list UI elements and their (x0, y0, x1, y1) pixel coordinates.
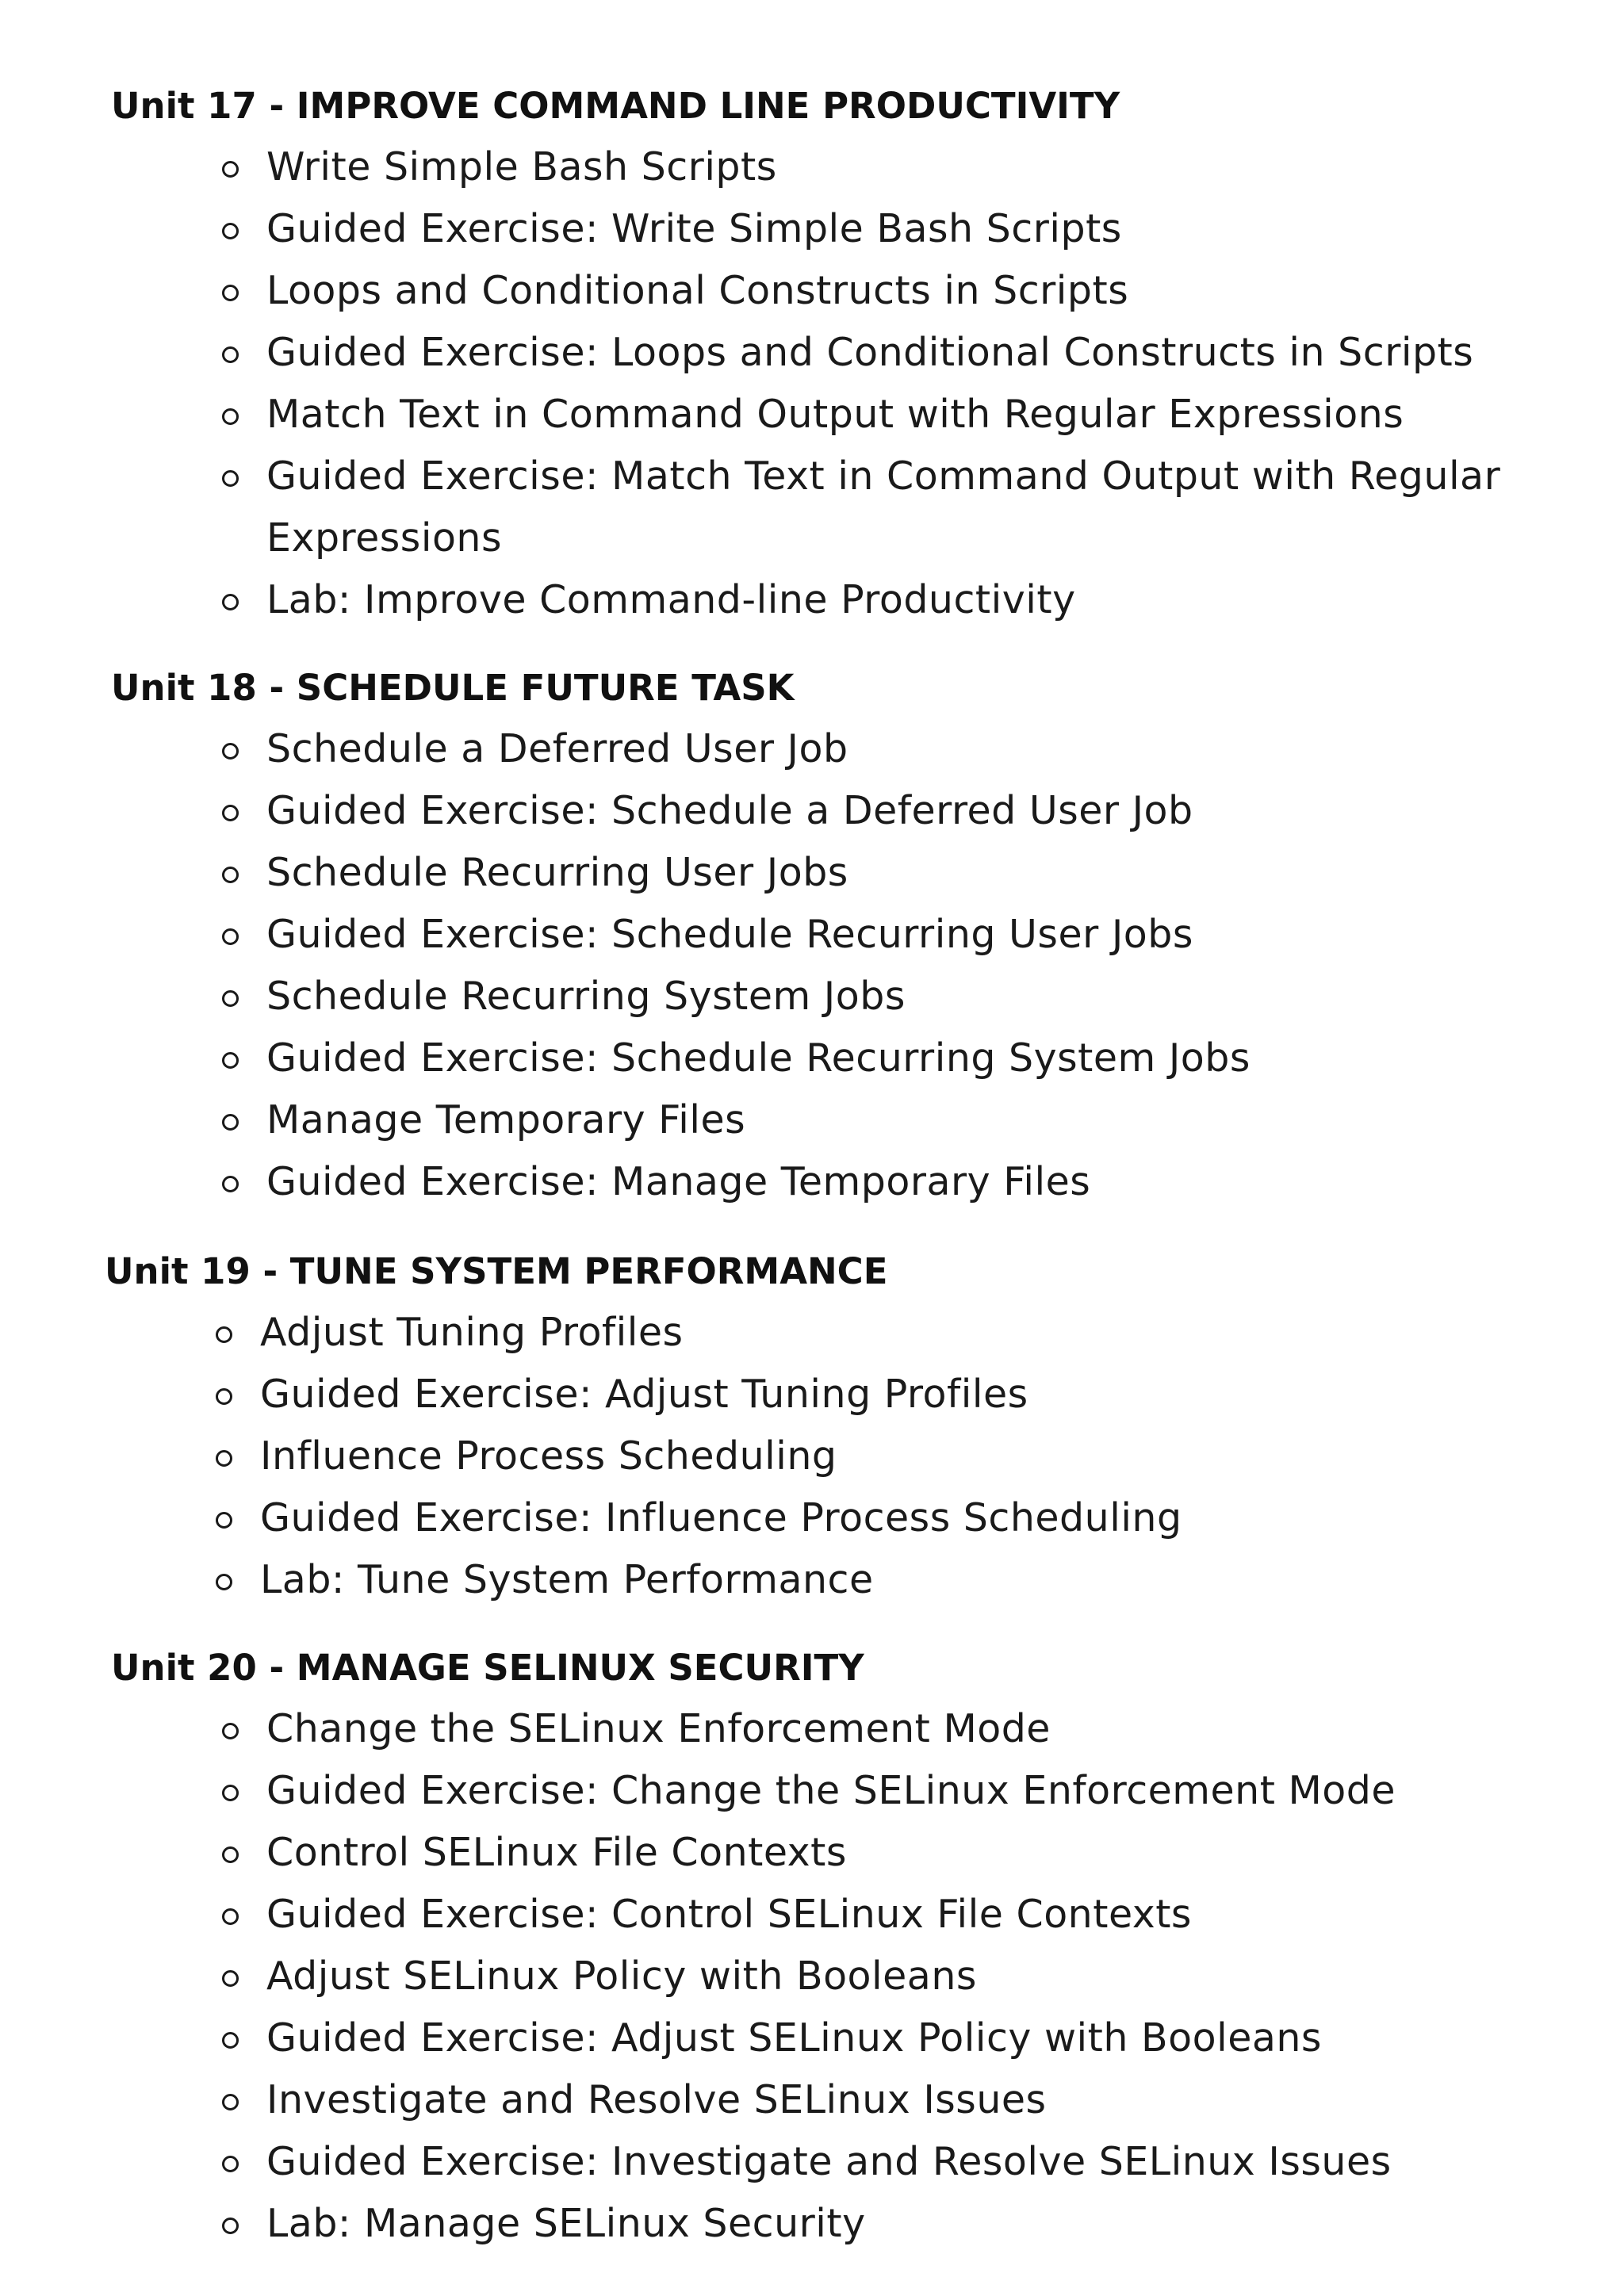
list-item-text: Schedule Recurring User Jobs (266, 850, 848, 895)
circle-bullet-icon (222, 2032, 239, 2049)
list-item (266, 780, 1251, 842)
list-item-text: Guided Exercise: Investigate and Resolve SELinux Issues (266, 2139, 1392, 2184)
list-item-text: Schedule Recurring System Jobs (266, 974, 906, 1019)
list-item (266, 966, 1251, 1027)
list-item (266, 1822, 1396, 1884)
circle-bullet-icon (216, 1326, 232, 1343)
list-item-text: Adjust Tuning Profiles (260, 1310, 684, 1355)
list-item (266, 260, 1583, 322)
circle-bullet-icon (222, 2094, 239, 2110)
circle-bullet-icon (222, 1908, 239, 1925)
list-item-text: Investigate and Resolve SELinux Issues (266, 2077, 1047, 2122)
list-item (266, 2069, 1396, 2131)
list-item-text: Schedule a Deferred User Job (266, 726, 848, 771)
circle-bullet-icon (222, 223, 239, 239)
list-item-text: Influence Process Scheduling (260, 1433, 837, 1479)
circle-bullet-icon (222, 594, 239, 610)
list-item (260, 1425, 1182, 1487)
list-item (266, 2193, 1396, 2255)
list-item (266, 904, 1251, 966)
list-item (266, 2007, 1396, 2069)
list-item-text: Guided Exercise: Control SELinux File Contexts (266, 1892, 1192, 1937)
list-item (266, 1151, 1251, 1213)
list-item-text: Guided Exercise: Schedule Recurring System Jobs (266, 1035, 1251, 1081)
list-item (266, 1698, 1396, 1760)
circle-bullet-icon (222, 1723, 239, 1739)
circle-bullet-icon (222, 408, 239, 425)
list-item-text: Guided Exercise: Schedule Recurring User Jobs (266, 912, 1193, 957)
list-item (266, 1884, 1396, 1946)
circle-bullet-icon (222, 990, 239, 1007)
list-item-text: Lab: Tune System Performance (260, 1557, 874, 1602)
list-item (260, 1364, 1182, 1425)
circle-bullet-icon (222, 161, 239, 178)
unit-19-topic-list (260, 1302, 1182, 1611)
list-item (266, 384, 1583, 446)
list-item (266, 1946, 1396, 2007)
list-item (266, 842, 1251, 904)
list-item-text: Loops and Conditional Constructs in Scripts (266, 268, 1129, 313)
list-item-text: Control SELinux File Contexts (266, 1830, 847, 1875)
circle-bullet-icon (216, 1574, 232, 1590)
list-item-text: Guided Exercise: Adjust Tuning Profiles (260, 1372, 1028, 1417)
list-item (266, 322, 1583, 384)
list-item (266, 569, 1583, 631)
circle-bullet-icon (216, 1388, 232, 1405)
circle-bullet-icon (222, 928, 239, 945)
list-item-text: Guided Exercise: Match Text in Command Output with Regular Expressions (266, 453, 1501, 561)
list-item-text: Guided Exercise: Write Simple Bash Scripts (266, 206, 1122, 251)
circle-bullet-icon (222, 805, 239, 821)
circle-bullet-icon (222, 470, 239, 487)
unit-19-heading: Unit 19 - TUNE SYSTEM PERFORMANCE (105, 1250, 888, 1292)
circle-bullet-icon (222, 1970, 239, 1987)
list-item (266, 1760, 1396, 1822)
list-item (266, 718, 1251, 780)
unit-18-heading: Unit 18 - SCHEDULE FUTURE TASK (111, 667, 795, 709)
circle-bullet-icon (222, 2218, 239, 2234)
unit-17-heading: Unit 17 - IMPROVE COMMAND LINE PRODUCTIVITY (111, 85, 1120, 127)
unit-20-topic-list (266, 1698, 1396, 2255)
list-item (260, 1487, 1182, 1549)
unit-17-topic-list (266, 136, 1583, 631)
circle-bullet-icon (222, 1176, 239, 1192)
list-item (266, 2131, 1396, 2193)
circle-bullet-icon (222, 1052, 239, 1069)
unit-20-heading: Unit 20 - MANAGE SELINUX SECURITY (111, 1647, 864, 1689)
list-item-text: Write Simple Bash Scripts (266, 144, 777, 189)
list-item (266, 136, 1583, 198)
list-item-text: Lab: Improve Command-line Productivity (266, 577, 1076, 622)
circle-bullet-icon (222, 2156, 239, 2172)
circle-bullet-icon (222, 743, 239, 760)
list-item-text: Lab: Manage SELinux Security (266, 2201, 866, 2246)
circle-bullet-icon (222, 346, 239, 363)
circle-bullet-icon (222, 1785, 239, 1801)
list-item (266, 1089, 1251, 1151)
list-item-text: Guided Exercise: Manage Temporary Files (266, 1159, 1091, 1204)
list-item-text: Change the SELinux Enforcement Mode (266, 1706, 1051, 1751)
circle-bullet-icon (216, 1450, 232, 1467)
list-item (260, 1302, 1182, 1364)
circle-bullet-icon (222, 285, 239, 301)
circle-bullet-icon (222, 1114, 239, 1131)
list-item-text: Guided Exercise: Influence Process Scheduling (260, 1495, 1182, 1540)
list-item-text: Match Text in Command Output with Regular Expressions (266, 392, 1404, 437)
list-item (266, 446, 1583, 569)
list-item (260, 1549, 1182, 1611)
circle-bullet-icon (222, 867, 239, 883)
list-item (266, 1027, 1251, 1089)
list-item-text: Guided Exercise: Change the SELinux Enforcement Mode (266, 1768, 1396, 1813)
circle-bullet-icon (222, 1846, 239, 1863)
unit-18-topic-list (266, 718, 1251, 1213)
list-item-text: Guided Exercise: Adjust SELinux Policy with Booleans (266, 2015, 1322, 2061)
list-item-text: Adjust SELinux Policy with Booleans (266, 1954, 977, 1999)
circle-bullet-icon (216, 1512, 232, 1529)
list-item-text: Guided Exercise: Loops and Conditional Constructs in Scripts (266, 330, 1474, 375)
list-item (266, 198, 1583, 260)
list-item-text: Guided Exercise: Schedule a Deferred User Job (266, 788, 1193, 833)
list-item-text: Manage Temporary Files (266, 1097, 746, 1142)
